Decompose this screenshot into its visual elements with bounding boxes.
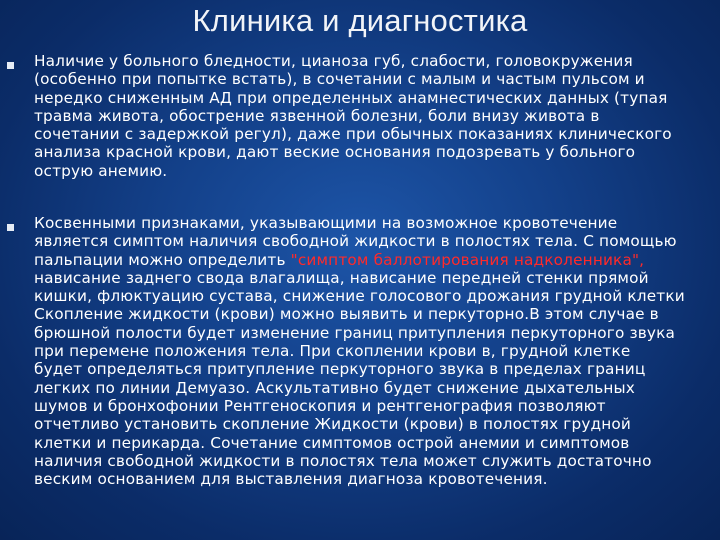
text-line: нередко сниженным АД при определенных анамнестических данных (тупая (34, 88, 668, 107)
text-line: шумов и бронхофонии Рентгеноскопия и рентгенография позволяют (34, 396, 606, 415)
text-line (34, 251, 694, 269)
text-line: наличия свободной жидкости в полостях тела может служить достаточно (34, 451, 652, 470)
text-line: острую анемию. (34, 161, 168, 180)
highlighted-term: "симптом баллотирования надколенника", (290, 250, 645, 269)
text-line: веским основанием для выставления диагноза кровотечения. (34, 470, 548, 489)
bullet-text (34, 52, 694, 180)
text-line: при перемене положения тела. При скоплении крови в, грудной клетке (34, 342, 631, 361)
text-line: Косвенными признаками, указывающими на возможное кровотечение (34, 214, 618, 232)
text-line: брюшной полости будет изменение границ притупления перкуторного звука (34, 323, 676, 342)
text-line: сочетании с задержкой регул), даже при обычных показаниях клинического (34, 125, 672, 144)
bullet-text (34, 214, 694, 488)
text-line: анализа красной крови, дают веские основания подозревать у больного (34, 143, 636, 162)
text-line: (особенно при попытке встать), в сочетании с малым и частым пульсом и (34, 70, 645, 89)
text-line: клетки и перикарда. Сочетание симптомов острой анемии и симптомов (34, 433, 630, 452)
text-line: является симптом наличия свободной жидкости в полостях тела. С помощью (34, 232, 677, 251)
text-line: Скопление жидкости (крови) можно выявить и перкуторно.В этом случае в (34, 305, 659, 324)
text-segment: пальпации можно определить (34, 250, 291, 269)
text-line: легких по линии Демуазо. Аскультативно будет снижение дыхательных (34, 378, 635, 397)
slide-title: Клиника и диагностика (192, 3, 528, 38)
text-line: отчетливо установить скопление Жидкости (крови) в полостях грудной (34, 415, 632, 434)
text-line: Наличие у больного бледности, цианоза губ, слабости, головокружения (34, 52, 633, 70)
square-bullet-icon (7, 224, 14, 231)
text-line: кишки, флюктуацию сустава, снижение голосового дрожания грудной клетки (34, 287, 685, 306)
text-line: будет определяться притупление перкуторного звука в пределах границ (34, 360, 646, 379)
square-bullet-icon (7, 62, 14, 69)
text-line: травма живота, обострение язвенной болезни, боли внизу живота в (34, 106, 600, 125)
text-line: нависание заднего свода влагалища, нависание передней стенки прямой (34, 268, 649, 287)
